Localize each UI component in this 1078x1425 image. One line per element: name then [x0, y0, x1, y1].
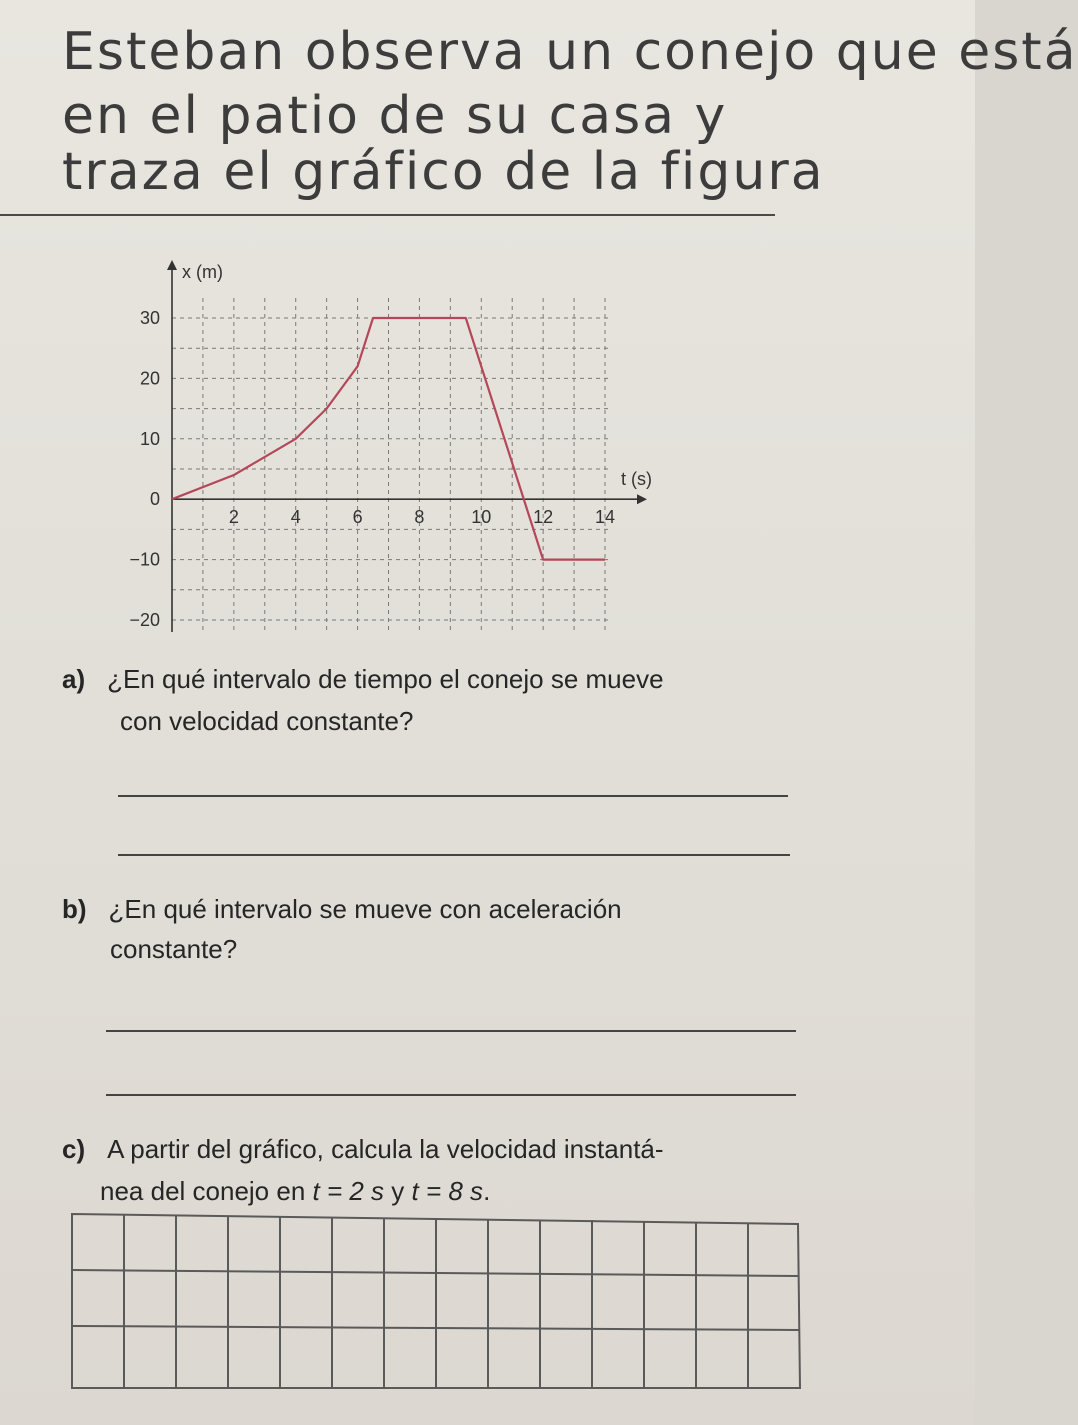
x-tick-label: 4	[290, 507, 301, 528]
handwritten-line-2: en el patio de su casa y	[62, 86, 728, 146]
question-c-text-2	[100, 1170, 490, 1212]
y-axis-arrow	[167, 260, 177, 270]
y-tick-label: 20	[139, 368, 160, 389]
answer-grid[interactable]	[70, 1212, 800, 1390]
question-c	[62, 1128, 664, 1170]
x-tick-label: 2	[228, 507, 239, 528]
question-b-text-2: constante?	[110, 934, 238, 964]
question-c-text: A partir del gráfico, calcula la velocidad instantá-	[107, 1134, 664, 1164]
x-tick-label: 6	[352, 507, 363, 528]
y-tick-label: −20	[129, 610, 160, 630]
y-axis-label: x (m)	[182, 262, 223, 282]
y-tick-label: 30	[139, 308, 160, 328]
question-b	[62, 888, 622, 930]
x-tick-label: 12	[533, 507, 554, 528]
x-tick-label: 14	[594, 507, 616, 528]
equation-t8: t = 8 s	[411, 1176, 484, 1206]
question-c-text-2a: nea del conejo en	[100, 1176, 313, 1206]
answer-line-a1[interactable]	[118, 795, 788, 797]
x-tick-label: 10	[471, 507, 492, 528]
y-tick-label: 0	[149, 489, 160, 510]
question-a-label: a)	[62, 664, 86, 694]
handwritten-underline	[0, 214, 775, 216]
question-c-label: c)	[62, 1134, 86, 1164]
answer-line-b2[interactable]	[106, 1094, 796, 1096]
question-a-text: ¿En qué intervalo de tiempo el conejo se mueve	[107, 664, 664, 694]
equation-t2: t = 2 s	[312, 1176, 385, 1206]
question-b-label: b)	[62, 894, 87, 924]
question-c-end: .	[483, 1176, 491, 1206]
x-axis-label: t (s)	[621, 469, 652, 490]
position-time-chart	[100, 250, 660, 640]
question-b-text: ¿En qué intervalo se mueve con aceleración	[108, 894, 622, 924]
x-axis-arrow	[637, 494, 647, 504]
question-c-mid: y	[384, 1176, 412, 1206]
answer-line-b1[interactable]	[106, 1030, 796, 1032]
handwritten-line-1: Esteban observa un conejo que está	[62, 22, 1078, 82]
x-tick-label: 8	[414, 507, 425, 528]
answer-line-a2[interactable]	[118, 854, 790, 856]
handwritten-line-3: traza el gráfico de la figura	[62, 142, 825, 202]
y-tick-label: 10	[139, 428, 160, 449]
question-a-text-2: con velocidad constante?	[120, 706, 414, 736]
question-a	[62, 658, 664, 700]
y-tick-label: −10	[129, 549, 160, 570]
